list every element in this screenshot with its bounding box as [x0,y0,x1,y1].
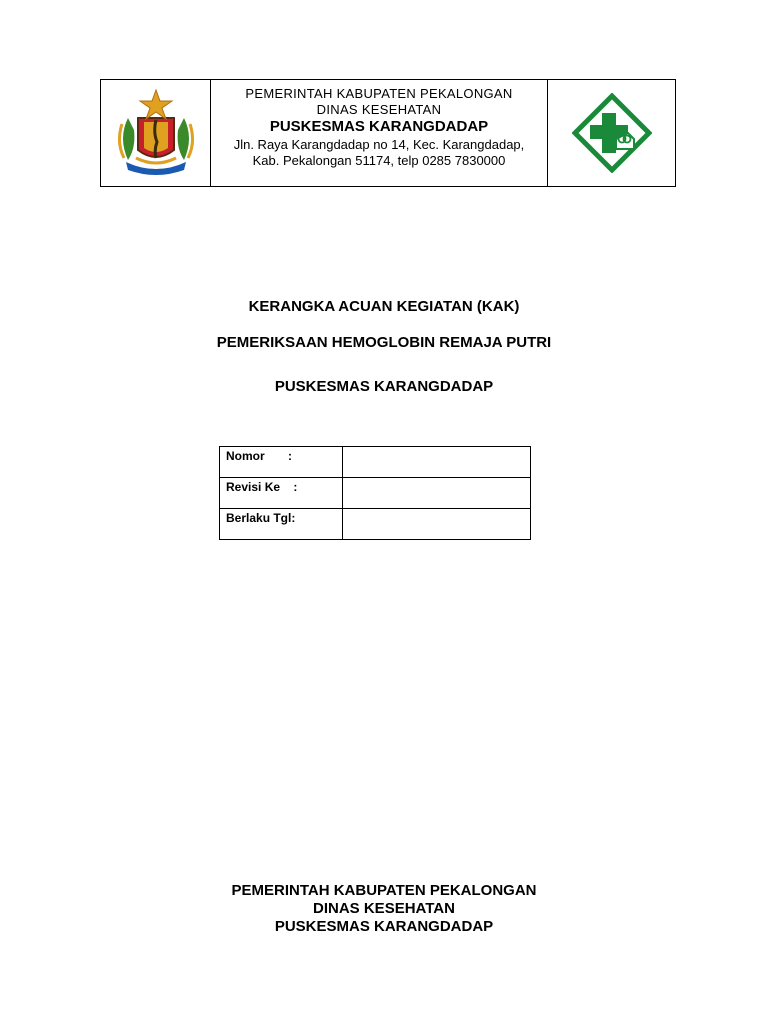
meta-label-cell [220,478,343,509]
document-footer [0,882,768,936]
header-text-cell [211,80,547,186]
header-left-cell [101,80,211,186]
document-title-kak: KERANGKA ACUAN KEGIATAN (KAK) [248,298,520,315]
document-title-activity: PEMERIKSAAN HEMOGLOBIN REMAJA PUTRI [216,334,552,351]
puskesmas-logo-icon [572,93,652,173]
document-meta-table [219,446,531,540]
meta-label-nomor: Nomor : [226,449,292,463]
meta-label-berlaku: Berlaku Tgl: [226,511,296,525]
header-government-line: PEMERINTAH KABUPATEN PEKALONGAN [245,86,513,101]
document-title-puskesmas: PUSKESMAS KARANGDADAP [274,378,494,395]
header-address: Jln. Raya Karangdadap no 14, Kec. Karangdadap, Kab. Pekalongan 51174, telp 0285 7830000 [233,137,525,168]
table-row [220,447,531,478]
table-row [220,478,531,509]
header-department-line: DINAS KESEHATAN [316,102,442,117]
pekalongan-regency-emblem-icon [114,88,198,178]
footer-department-line: DINAS KESEHATAN [313,900,455,917]
meta-label-cell [220,447,343,478]
footer-puskesmas-line: PUSKESMAS KARANGDADAP [274,918,494,935]
meta-value-nomor [343,447,531,478]
meta-value-revisi [343,478,531,509]
footer-government-line: PEMERINTAH KABUPATEN PEKALONGAN [231,882,537,899]
meta-value-berlaku [343,509,531,540]
header-right-cell [547,80,675,186]
document-header [100,79,676,187]
meta-label-cell [220,509,343,540]
meta-label-revisi: Revisi Ke : [226,480,298,494]
header-puskesmas-name: PUSKESMAS KARANGDADAP [269,118,489,135]
table-row [220,509,531,540]
